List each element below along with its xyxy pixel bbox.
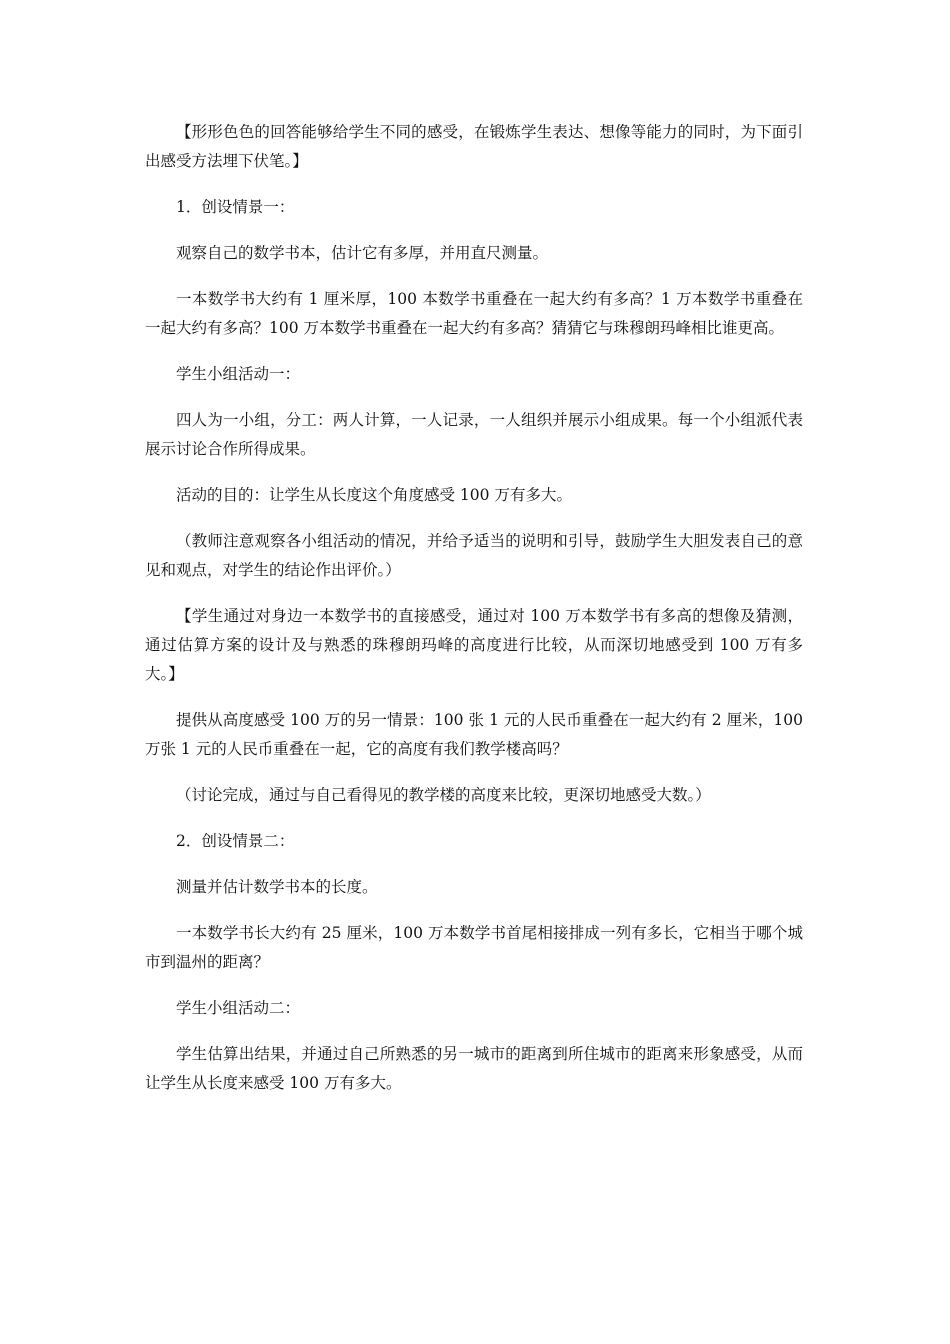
heading-group-activity-two: 学生小组活动二： xyxy=(176,999,301,1017)
paragraph-book-length: 一本数学书长大约有 25 厘米，100 万本数学书首尾相接排成一列有多长，它相当于哪个城市到温州的距离？ xyxy=(145,924,803,971)
paragraph-estimate-distance: 学生估算出结果，并通过自己所熟悉的另一城市的距离到所住城市的距离来形象感受，从而让学生从长度来感受 100 万有多大。 xyxy=(145,1045,803,1092)
paragraph-group-roles: 四人为一小组，分工：两人计算，一人记录，一人组织并展示小组成果。每一个小组派代表展示讨论合作所得成果。 xyxy=(145,411,803,458)
paragraph-observe-book: 观察自己的数学书本，估计它有多厚，并用直尺测量。 xyxy=(176,244,549,262)
paragraph-intro-note: 【形形色色的回答能够给学生不同的感受，在锻炼学生表达、想像等能力的同时，为下面引出感受方法埋下伏笔。】 xyxy=(145,123,803,170)
paragraph-discussion-note: （讨论完成，通过与自己看得见的教学楼的高度来比较，更深切地感受大数。） xyxy=(176,786,711,804)
heading-scenario-one: 1．创设情景一： xyxy=(176,198,295,216)
paragraph-teacher-note: （教师注意观察各小组活动的情况，并给予适当的说明和引导，鼓励学生大胆发表自己的意见和观点，对学生的结论作出评价。） xyxy=(145,532,803,579)
document-body xyxy=(145,118,803,1115)
paragraph-activity-goal: 活动的目的：让学生从长度这个角度感受 100 万有多大。 xyxy=(176,486,572,504)
paragraph-book-thickness: 一本数学书大约有 1 厘米厚，100 本数学书重叠在一起大约有多高？1 万本数学书重叠在一起大约有多高？100 万本数学书重叠在一起大约有多高？猜猜它与珠穆朗玛峰相比谁更高。 xyxy=(145,290,803,337)
paragraph-student-summary: 【学生通过对身边一本数学书的直接感受，通过对 100 万本数学书有多高的想像及猜测，通过估算方案的设计及与熟悉的珠穆朗玛峰的高度进行比较，从而深切地感受到 100 万有多大。】 xyxy=(145,607,803,683)
heading-group-activity-one: 学生小组活动一： xyxy=(176,365,301,383)
paragraph-measure-length: 测量并估计数学书本的长度。 xyxy=(176,878,378,896)
heading-scenario-two: 2．创设情景二： xyxy=(176,832,295,850)
paragraph-banknote-scenario: 提供从高度感受 100 万的另一情景：100 张 1 元的人民币重叠在一起大约有 2 厘米，100 万张 1 元的人民币重叠在一起，它的高度有我们教学楼高吗？ xyxy=(145,711,803,758)
